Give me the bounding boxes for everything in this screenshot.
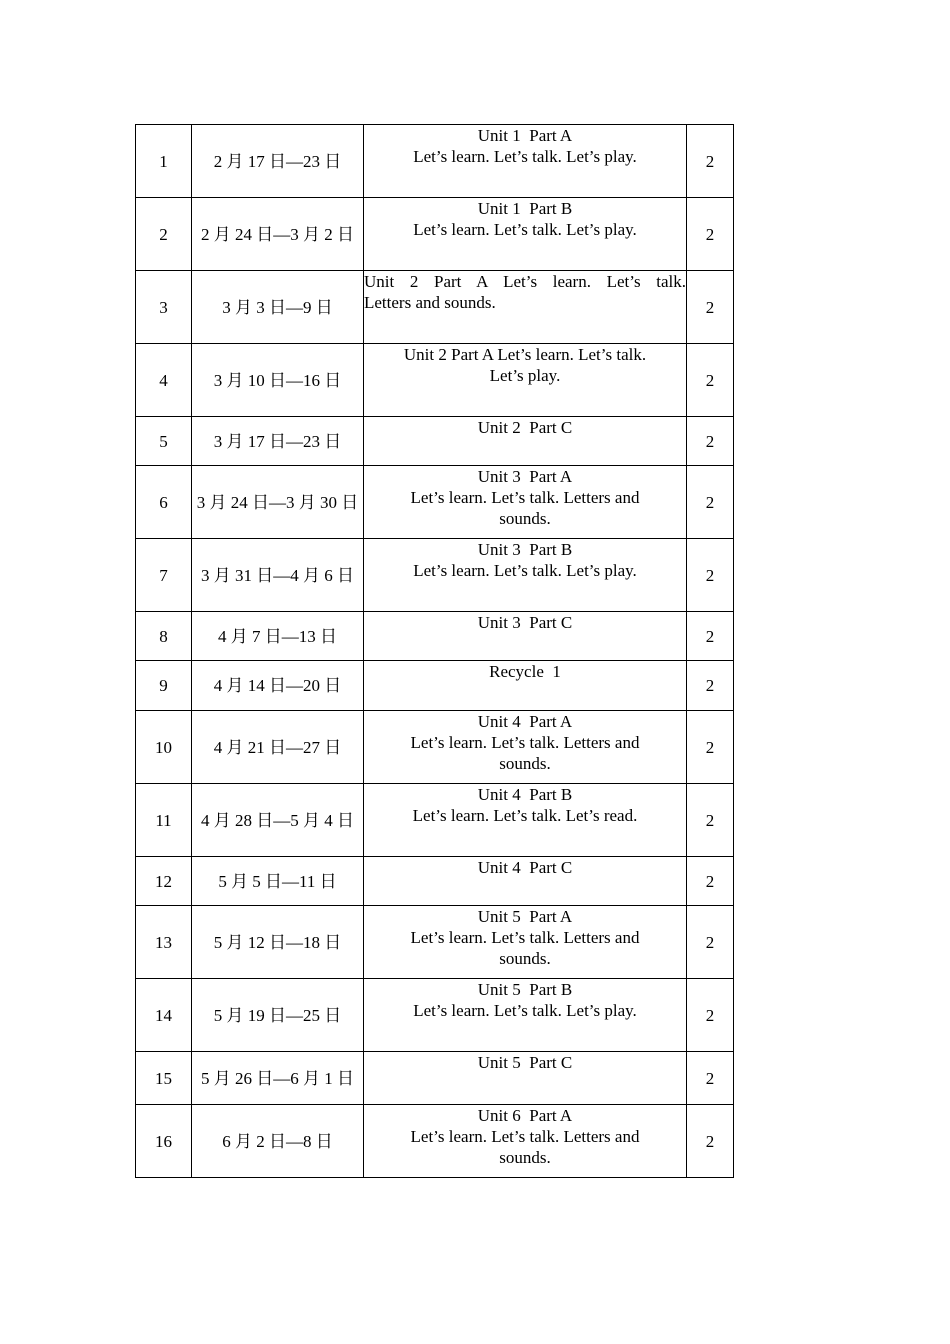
date-range-cell: 3 月 24 日—3 月 30 日 <box>192 466 364 539</box>
class-hours-cell: 2 <box>687 612 734 661</box>
lesson-content-cell <box>364 979 687 1052</box>
week-number-cell: 12 <box>136 857 192 906</box>
date-range-cell: 5 月 5 日—11 日 <box>192 857 364 906</box>
lesson-content-line: Unit 4 Part B <box>477 785 573 804</box>
lesson-content-line: Unit 5 Part C <box>477 1053 573 1072</box>
table-row <box>136 661 734 711</box>
lesson-content-cell <box>364 417 687 466</box>
lesson-content-line: Let’s play. <box>489 366 561 385</box>
date-range-cell: 5 月 26 日—6 月 1 日 <box>192 1052 364 1105</box>
class-hours-cell: 2 <box>687 979 734 1052</box>
lesson-content-cell <box>364 711 687 784</box>
lesson-content-line: Unit 4 Part A <box>477 712 573 731</box>
class-hours-cell: 2 <box>687 711 734 784</box>
class-hours-cell: 2 <box>687 344 734 417</box>
class-hours-cell: 2 <box>687 857 734 906</box>
class-hours-cell: 2 <box>687 1105 734 1178</box>
table-row <box>136 417 734 466</box>
lesson-content-line: Unit 5 Part B <box>477 980 573 999</box>
week-number-cell: 10 <box>136 711 192 784</box>
date-range-cell: 4 月 7 日—13 日 <box>192 612 364 661</box>
date-range-cell: 2 月 24 日—3 月 2 日 <box>192 198 364 271</box>
lesson-content-cell <box>364 857 687 906</box>
lesson-content-cell <box>364 1105 687 1178</box>
date-range-cell: 5 月 12 日—18 日 <box>192 906 364 979</box>
lesson-content-line: Let’s learn. Let’s talk. Let’s play. <box>413 1001 637 1020</box>
class-hours-cell: 2 <box>687 1052 734 1105</box>
class-hours-cell: 2 <box>687 784 734 857</box>
table-row <box>136 1105 734 1178</box>
lesson-content-cell <box>364 125 687 198</box>
lesson-content-line: Let’s learn. Let’s talk. Letters and <box>410 1127 640 1146</box>
lesson-content-line: Unit 3 Part A <box>477 467 573 486</box>
lesson-content-line: Unit 3 Part C <box>477 613 573 632</box>
class-hours-cell: 2 <box>687 271 734 344</box>
lesson-content-line: Unit 3 Part B <box>477 540 573 559</box>
lesson-content-line: Let’s learn. Let’s talk. Letters and <box>410 488 640 507</box>
table-row <box>136 539 734 612</box>
lesson-content-cell <box>364 198 687 271</box>
week-number-cell: 6 <box>136 466 192 539</box>
lesson-content-cell <box>364 271 691 344</box>
week-number-cell: 1 <box>136 125 192 198</box>
class-hours-cell: 2 <box>687 661 734 711</box>
class-hours-cell: 2 <box>687 125 734 198</box>
lesson-content-cell <box>364 1052 687 1105</box>
table-row <box>136 1052 734 1105</box>
lesson-content-line: sounds. <box>499 1148 551 1167</box>
date-range-cell: 4 月 21 日—27 日 <box>192 711 364 784</box>
lesson-content-cell <box>364 539 687 612</box>
week-number-cell: 11 <box>136 784 192 857</box>
lesson-content-cell <box>364 906 687 979</box>
class-hours-cell: 2 <box>687 906 734 979</box>
lesson-content-line: Unit 1 Part B <box>477 199 573 218</box>
class-hours-cell: 2 <box>687 466 734 539</box>
date-range-cell: 4 月 14 日—20 日 <box>192 661 364 711</box>
lesson-content-line: Let’s learn. Let’s talk. Letters and <box>410 733 640 752</box>
table-row <box>136 857 734 906</box>
lesson-content-line: Unit 5 Part A <box>477 907 573 926</box>
date-range-cell: 2 月 17 日—23 日 <box>192 125 364 198</box>
date-range-cell: 6 月 2 日—8 日 <box>192 1105 364 1178</box>
week-number-cell: 16 <box>136 1105 192 1178</box>
week-number-cell: 15 <box>136 1052 192 1105</box>
lesson-content-line: sounds. <box>499 754 551 773</box>
class-hours-cell: 2 <box>687 539 734 612</box>
date-range-cell: 3 月 17 日—23 日 <box>192 417 364 466</box>
table-row <box>136 271 734 344</box>
date-range-cell: 3 月 31 日—4 月 6 日 <box>192 539 364 612</box>
lesson-content-line: Unit 4 Part C <box>477 858 573 877</box>
date-range-cell: 3 月 3 日—9 日 <box>192 271 364 344</box>
week-number-cell: 13 <box>136 906 192 979</box>
lesson-content-cell <box>364 344 687 417</box>
week-number-cell: 7 <box>136 539 192 612</box>
class-hours-cell: 2 <box>687 417 734 466</box>
table-row <box>136 466 734 539</box>
teaching-schedule-table <box>135 124 734 1178</box>
lesson-content-line: Unit 2 Part A Let’s learn. Let’s talk. <box>403 345 647 364</box>
week-number-cell: 2 <box>136 198 192 271</box>
lesson-content-line: Let’s learn. Let’s talk. Let’s play. <box>413 147 637 166</box>
lesson-content-cell <box>364 784 687 857</box>
table-row <box>136 344 734 417</box>
date-range-cell: 4 月 28 日—5 月 4 日 <box>192 784 364 857</box>
lesson-content-line: Unit 1 Part A <box>477 126 573 145</box>
week-number-cell: 8 <box>136 612 192 661</box>
table-row <box>136 979 734 1052</box>
lesson-content-line: Let’s learn. Let’s talk. Letters and <box>410 928 640 947</box>
lesson-content-line: sounds. <box>499 949 551 968</box>
lesson-content-line: Let’s learn. Let’s talk. Let’s play. <box>413 220 637 239</box>
table-row <box>136 198 734 271</box>
lesson-content-line: sounds. <box>499 509 551 528</box>
date-range-cell: 3 月 10 日—16 日 <box>192 344 364 417</box>
table-row <box>136 711 734 784</box>
week-number-cell: 9 <box>136 661 192 711</box>
lesson-content-line: Let’s learn. Let’s talk. Let’s read. <box>412 806 638 825</box>
table-row <box>136 612 734 661</box>
table-row <box>136 125 734 198</box>
lesson-content-cell <box>364 661 687 711</box>
lesson-content-line: Unit 2 Part C <box>477 418 573 437</box>
table-row <box>136 784 734 857</box>
week-number-cell: 14 <box>136 979 192 1052</box>
week-number-cell: 3 <box>136 271 192 344</box>
lesson-content-cell <box>364 466 687 539</box>
class-hours-cell: 2 <box>687 198 734 271</box>
week-number-cell: 5 <box>136 417 192 466</box>
lesson-content-cell <box>364 612 687 661</box>
lesson-content-line: Unit 2 Part A Let’s learn. Let’s talk. Letters and sounds. <box>364 272 691 312</box>
date-range-cell: 5 月 19 日—25 日 <box>192 979 364 1052</box>
week-number-cell: 4 <box>136 344 192 417</box>
lesson-content-line: Unit 6 Part A <box>477 1106 573 1125</box>
table-row <box>136 906 734 979</box>
lesson-content-line: Let’s learn. Let’s talk. Let’s play. <box>413 561 637 580</box>
schedule-body <box>136 125 734 1178</box>
lesson-content-line: Recycle 1 <box>489 662 561 681</box>
